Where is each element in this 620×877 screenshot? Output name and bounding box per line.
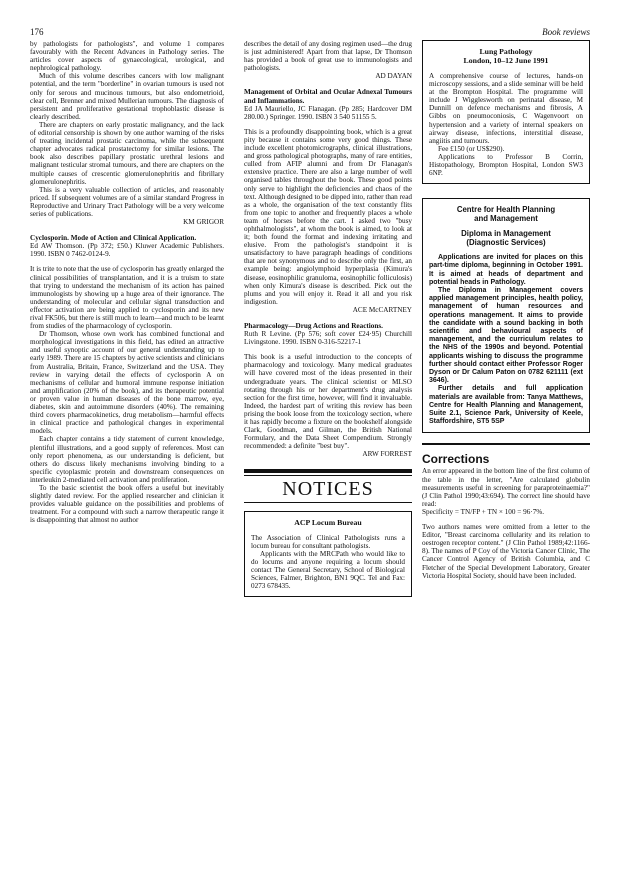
column-2 (244, 40, 412, 597)
review-publication-details: Ruth R Levine. (Pp 576; soft cover £24·95) Churchill Livingstone. 1990. ISBN 0-316-52217-1 (244, 330, 412, 347)
review-paragraph: To the basic scientist the book offers a useful but inevitably slightly dated review. For the applied researcher and clinician it provides valuable guidance on the possibilities and problems of treatment. For a compound with such a narrow therapeutic range it is disappointing that almost no author (30, 483, 224, 525)
notice-paragraph: The Association of Clinical Pathologists runs a locum bureau for consultant pathologists. (251, 533, 405, 550)
review-paragraph: This is a very valuable collection of articles, and reasonably priced. If subsequent volumes are of a similar standard Progress in Reproductive and Urinary Tract Pathology will be a very welcome series of publications. (30, 185, 224, 218)
section-title: Book reviews (542, 27, 590, 37)
notices-heading: NOTICES (282, 477, 374, 500)
correction-paragraph: Two authors names were omitted from a letter to the Editor, "Breast carcinoma cellularity and its relation to oestrogen receptor content." (J Clin Pathol 1989;42:1166-8). The names of P Coy of the Victoria Cancer Clinic, The Cancer Control Agency of British Columbia, and C Fletcher of the Special Development Laboratory, Greater Victoria Hospital Society, should have been included. (422, 523, 590, 580)
review-publication-details: Ed JA Mauriello, JC Flanagan. (Pp 285; Hardcover DM 280.00.) Springer. 1990. ISBN 3 540 51155 5. (244, 104, 412, 121)
notice-paragraph: Fee £150 (or US$290). (438, 144, 505, 153)
review-title: Management of Orbital and Ocular Adnexal Tumours and Inflammations. (244, 88, 412, 105)
review-title: Cyclosporin. Mode of Action and Clinical Application. (30, 234, 197, 243)
notice-paragraph: Applications to Professor B Corrin, Histopathology, Brompton Hospital, London SW3 6NP. (429, 152, 583, 178)
review-paragraph: This book is a useful introduction to the concepts of pharmacology and toxicology. Many medical graduates will have covered most of the ideas presented in their undergraduate years. The clinical scientist or MLSO rotating through his or her department's drug analysis section for the first time, however, will find it invaluable. Indeed, the hardest part of writing this review has been prising the book loose from the toxicology section, where it has rapidly become a fixture on the bookshelf alongside Clark, Goodman, and Gilman, the British National Formulary, and the Data Sheet Compendium. Strongly recommended: a definite "best buy". (244, 353, 412, 451)
reviewer-signature: ARW FORREST (362, 450, 412, 459)
reviewer-signature: ACE McCARTNEY (352, 305, 412, 314)
column-3 (422, 40, 590, 580)
reviewer-signature: AD DAYAN (375, 72, 412, 81)
notice-title: ACP Locum Bureau (294, 517, 362, 527)
health-planning-notice (422, 198, 590, 433)
notices-rule (244, 469, 412, 473)
notice-subtitle: London, 10–12 June 1991 (463, 56, 549, 65)
review-publication-details: Ed AW Thomson. (Pp 372; £50.) Kluwer Academic Publishers. 1990. ISBN 0 7462-0124-9. (30, 242, 224, 259)
review-paragraph: describes the detail of any dosing regimen used—the drug is just administered! Apart from that lapse, Dr Thomson has provided a book of great use to immunologists and pathologists. (244, 40, 412, 73)
review-paragraph: It is trite to note that the use of cyclosporin has greatly enlarged the clinical possibilities of transplantation, and it is a truism to state that trying to understand the mechanism of its action has pained immunologists by showing up a huge area of their ignorance. The understanding of molecular and cellular signal transduction and effector activation are being applied to cyclosporin and its new rival FK506, but there is still much to learn—and much to be learnt from studies of the pharmacology of cyclosporin. (30, 265, 224, 331)
review-paragraph: Each chapter contains a tidy statement of current knowledge, plentiful illustrations, and a good supply of references. Most can only report phenomena, as our understanding is deficient, but others do discuss likely mechanisms involving binding to a specific cytoplasmic protein and downstream consequences on interleukin 2-mediated cell activation and proliferation. (30, 435, 224, 484)
notice-paragraph: A comprehensive course of lectures, hands-on microscopy sessions, and a slide seminar will be held at the Brompton Hospital. The programme will include J Wigglesworth on perinatal disease, M Dunnill on defence mechanisms and fibrosis, A Gibbs on pneumoconiosis, C Wagenvoort on hypertension and a variety of internal speakers on airway disease, infections, interstitial disease, angiitis and tumours. (429, 72, 583, 145)
notice-paragraph: The Diploma in Management covers applied management principles, health policy, management of human resources and operations management. It aims to provide the candidate with a sound backing in both scientific and behavioural aspects of management, and the curriculum relates to the NHS of the 1990s and beyond. Potential applicants wishing to discuss the programme further should contact either Professor Roger Dyson or Dr Calum Paton on 0782 621111 (ext 3646). (429, 287, 583, 385)
notices-rule (244, 502, 412, 503)
notice-paragraph: Applications are invited for places on this part-time diploma, beginning in October 1991. It is aimed at heads of department and potential heads in Pathology. (429, 254, 583, 286)
review-title: Pharmacology—Drug Actions and Reactions. (244, 322, 383, 330)
review-paragraph: by pathologists for pathologists", and volume 1 compares favourably with the Recent Advances in Pathology series. The articles cover aspects of gynaecological, urological, and nephrological pathology. (30, 40, 224, 73)
page-header (30, 27, 590, 41)
notice-subtitle: (Diagnostic Services) (466, 238, 546, 248)
page-number: 176 (30, 27, 44, 37)
review-paragraph: This is a profoundly disappointing book, which is a great pity because it contains some very good things. These include excellent photomicrographs, clinical illustrations, and gross pathological photographs, many of rare entities, culled from AFIP alumni and from Dr Flanagan's extensive practice. There are also a large number of well organised tables throughout the book. These good points only serve to highlight the deficiencies and chaos of the text. Although designed to be dipped into, rather than read as a whole, the organisation of the text constantly flits from one topic to another and frequently places a whole team of horses before the cart. I asked two "busy ophthalmologists", at whom the book is aimed, to look at it; both found the format and indexing irritating and elusive. From the pathologist's standpoint it is unsatisfactory to have paragraph headings of conditions that are not synonymous and to describe only the first, an example being: angiolymphoid hyperplasia (Kimura's disease, eosinophilic granuloma, eosinophilic folliculosis) when only Kimura's disease is described. Pick out the plums and you will enjoy it. Read it all and you risk indigestion. (244, 127, 412, 306)
notice-title: Lung Pathology (479, 47, 533, 56)
correction-paragraph: An error appeared in the bottom line of the first column of the table in the letter, "Are calculated globulin measurements useful in screening for paraproteinaemia?" (J Clin Pathol 1990;43:694). The correct line should have read: (422, 467, 590, 508)
reviewer-signature: KM GRIGOR (183, 218, 224, 227)
corrections-heading: Corrections (422, 443, 590, 467)
notice-title: Centre for Health Planning (456, 205, 556, 215)
acp-locum-notice (244, 511, 412, 598)
review-paragraph: Much of this volume describes cancers with low malignant potential, and the term "borderline" in ovarian tumours is used not only for serous and mucinous tumours, but also endometrioid, clear cell, Brenner and mixed Mullerian tumours. The diagnosis of persistent and proliferative gestational trophoblastic disease is clearly described. (30, 72, 224, 121)
review-paragraph: Dr Thomson, whose own work has combined functional and morphological investigations in this field, has edited an attractive and useful synoptic account of our general understanding up to early 1989. There are 15 chapters by active scientists and clinicians from Australia, Britain, France, Switzerland and the USA. They review in varying detail the effects of cyclosporin A on mechanisms of cellular and humoral immune response initiation and amplification (20% of the book), and its therapeutic potential or proven value in human diseases of the bone marrow, eye, diabetes, skin and autoimmune disorders (40%). The remaining third covers pharmacokinetics, drug metabolism—harmful effects in clinical practice and pathological changes in experimental models. (30, 330, 224, 436)
lung-pathology-notice (422, 40, 590, 184)
notice-title: and Management (474, 214, 538, 224)
notice-subtitle: Diploma in Management (461, 229, 551, 239)
correction-formula: Specificity = TN/FP + TN × 100 = 96·7%. (422, 507, 545, 516)
notice-paragraph: Further details and full application materials are available from: Tanya Matthews, Centre for Health Planning and Management, Suite 2.1, Science Park, University of Keele, Staffordshire, ST5 5SP (429, 385, 583, 426)
notice-paragraph: Applicants with the MRCPath who would like to do locums and anyone requiring a locum should contact The General Secretary, School of Biological Sciences, Falmer, Brighton, BN1 9QC. Tel and Fax: 0273 678435. (251, 549, 405, 591)
review-paragraph: There are chapters on early prostatic malignancy, and the lack of editorial censorship is shown by one author warning of the risks of treating incidental prostatic carcinoma, while the subsequent chapter advocates radical prostatectomy for similar lesions. The book also describes papillary prostatic urethral lesions and malignant testicular stromal tumours, and there are chapters on the multiple causes of crescentic glomerulonephritis and fibrillary glomerulonephritis. (30, 120, 224, 186)
column-1 (30, 40, 224, 524)
